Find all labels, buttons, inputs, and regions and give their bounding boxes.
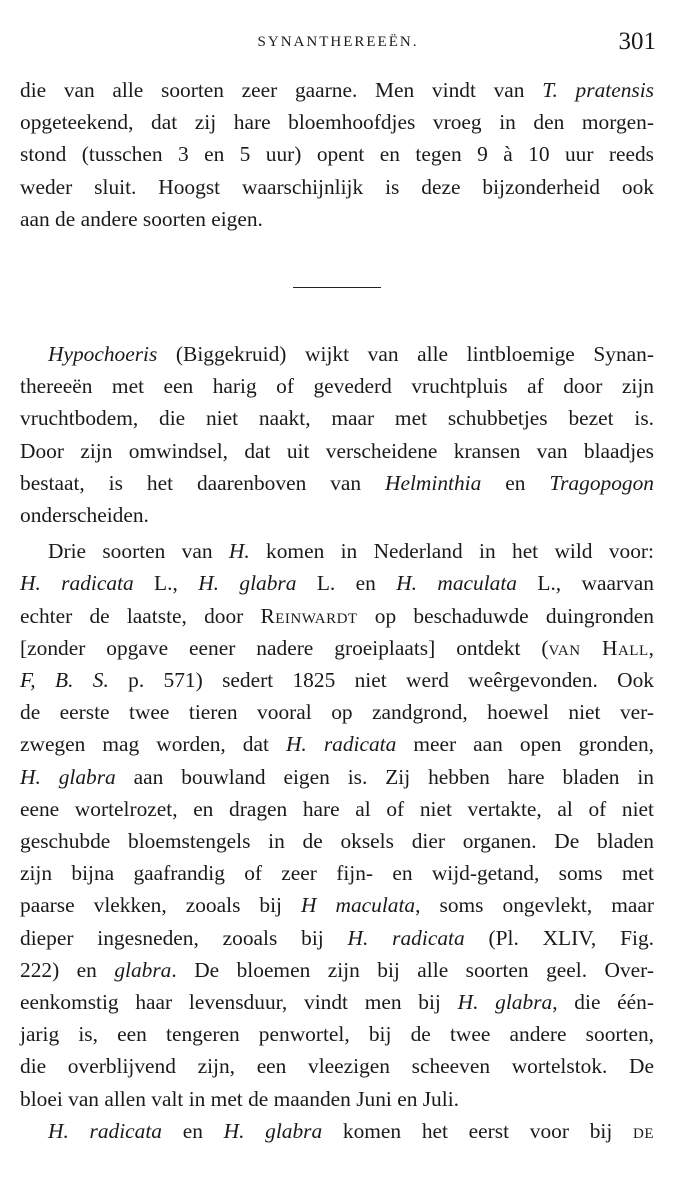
page-header	[20, 28, 656, 58]
text-line: bestaat, is het daarenboven van Helminthia en Tragopogon	[20, 470, 654, 495]
text-line: zijn bijna gaafrandig of zeer fijn- en wijd-getand, soms met	[20, 861, 654, 886]
text-line: [zonder opgave eener nadere groeiplaats] ontdekt (van Hall,	[20, 635, 654, 660]
body-text	[20, 74, 654, 1147]
text-line: bloei van allen valt in met de maanden Juni en Juli.	[20, 1086, 459, 1111]
text-line: 222) en glabra. De bloemen zijn bij alle soorten geel. Over-	[20, 957, 654, 982]
paragraph-4	[20, 1115, 654, 1147]
text-line: dieper ingesneden, zooals bij H. radicata (Pl. XLIV, Fig.	[20, 925, 654, 950]
text-line: H. radicata en H. glabra komen het eerst voor bij de	[48, 1118, 654, 1143]
text-line: H. radicata L., H. glabra L. en H. maculata L., waarvan	[20, 571, 654, 596]
text-line: die van alle soorten zeer gaarne. Men vindt van T. pratensis	[20, 78, 654, 102]
text-line: Drie soorten van H. komen in Nederland in het wild voor:	[48, 539, 654, 564]
text-line: Hypochoeris (Biggekruid) wijkt van alle lintbloemige Synan-	[48, 342, 654, 367]
text-line: opgeteekend, dat zij hare bloemhoofdjes vroeg in den morgen-	[20, 110, 654, 135]
text-line: de eerste twee tieren vooral op zandgrond, hoewel niet ver-	[20, 700, 654, 725]
text-line: zwegen mag worden, dat H. radicata meer aan open gronden,	[20, 732, 654, 757]
text-line: paarse vlekken, zooals bij H maculata, soms ongevlekt, maar	[20, 893, 654, 918]
text-line: thereeën met een harig of gevederd vruchtpluis af door zijn	[20, 374, 654, 399]
text-line: aan de andere soorten eigen.	[20, 206, 263, 231]
text-line: weder sluit. Hoogst waarschijnlijk is deze bijzonderheid ook	[20, 174, 654, 199]
text-line: eene wortelrozet, en dragen hare al of niet vertakte, al of niet	[20, 796, 654, 821]
running-title: SYNANTHEREEËN.	[257, 34, 419, 50]
text-line: jarig is, een tengeren penwortel, bij de twee andere soorten,	[20, 1022, 654, 1047]
text-line: echter de laatste, door Reinwardt op beschaduwde duingronden	[20, 603, 654, 628]
paragraph-2	[20, 338, 654, 531]
text-line: stond (tusschen 3 en 5 uur) opent en tegen 9 à 10 uur reeds	[20, 142, 654, 167]
text-line: eenkomstig haar levensduur, vindt men bij H. glabra, die één-	[20, 990, 654, 1015]
text-line: onderscheiden.	[20, 503, 149, 528]
text-line: Door zijn omwindsel, dat uit verscheidene kransen van blaadjes	[20, 438, 654, 463]
page-number: 301	[618, 28, 656, 55]
text-line: vruchtbodem, die niet naakt, maar met schubbetjes bezet is.	[20, 406, 654, 431]
text-line: geschubde bloemstengels in de oksels dier organen. De bladen	[20, 829, 654, 854]
paragraph-3	[20, 535, 654, 1115]
section-divider	[293, 287, 381, 288]
text-line: H. glabra aan bouwland eigen is. Zij hebben hare bladen in	[20, 764, 654, 789]
text-line: die overblijvend zijn, een vleezigen scheeven wortelstok. De	[20, 1054, 654, 1079]
text-line: F, B. S. p. 571) sedert 1825 niet werd weêrgevonden. Ook	[20, 668, 654, 693]
paragraph-1	[20, 74, 654, 235]
